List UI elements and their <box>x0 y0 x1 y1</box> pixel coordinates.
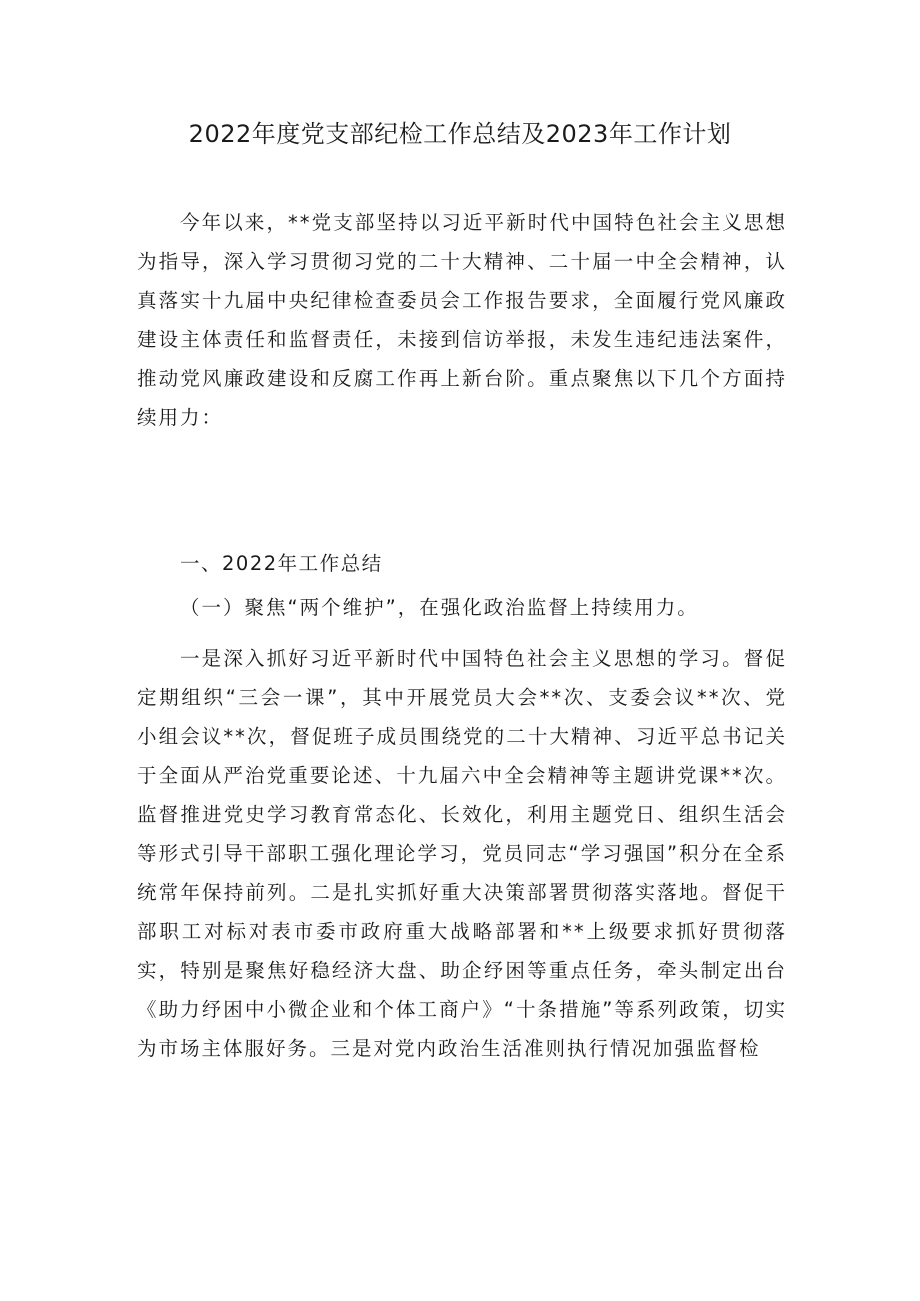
document-title: 2022年度党支部纪检工作总结及2023年工作计划 <box>188 120 732 148</box>
body-paragraph: 一是深入抓好习近平新时代中国特色社会主义思想的学习。督促定期组织“三会一课”，其中开展党员大会**次、支委会议**次、党小组会议**次，督促班子成员围绕党的二十大精神、习近平总书记关于全面从严治党重要论述、十九届六中全会精神等主题讲党课**次。监督推进党史学习教育常态化、长效化，利用主题党日、组织生活会等形式引导干部职工强化理论学习，党员同志“学习强国”积分在全系统常年保持前列。二是扎实抓好重大决策部署贯彻落实落地。督促干部职工对标对表市委市政府重大战略部署和**上级要求抓好贯彻落实，特别是聚焦好稳经济大盘、助企纾困等重点任务，牵头制定出台《助力纾困中小微企业和个体工商户》“十条措施”等系列政策，切实为市场主体服好务。三是对党内政治生活准则执行情况加强监督检 <box>137 647 787 1060</box>
section-heading: 一、2022年工作总结 <box>180 552 383 575</box>
subsection-heading: （一）聚焦“两个维护”，在强化政治监督上持续用力。 <box>180 596 699 619</box>
intro-paragraph: 今年以来，**党支部坚持以习近平新时代中国特色社会主义思想为指导，深入学习贯彻习党的二十大精神、二十届一中全会精神，认真落实十九届中央纪律检查委员会工作报告要求，全面履行党风廉政建设主体责任和监督责任，未接到信访举报，未发生违纪违法案件，推动党风廉政建设和反腐工作再上新台阶。重点聚焦以下几个方面持续用力： <box>137 211 787 429</box>
